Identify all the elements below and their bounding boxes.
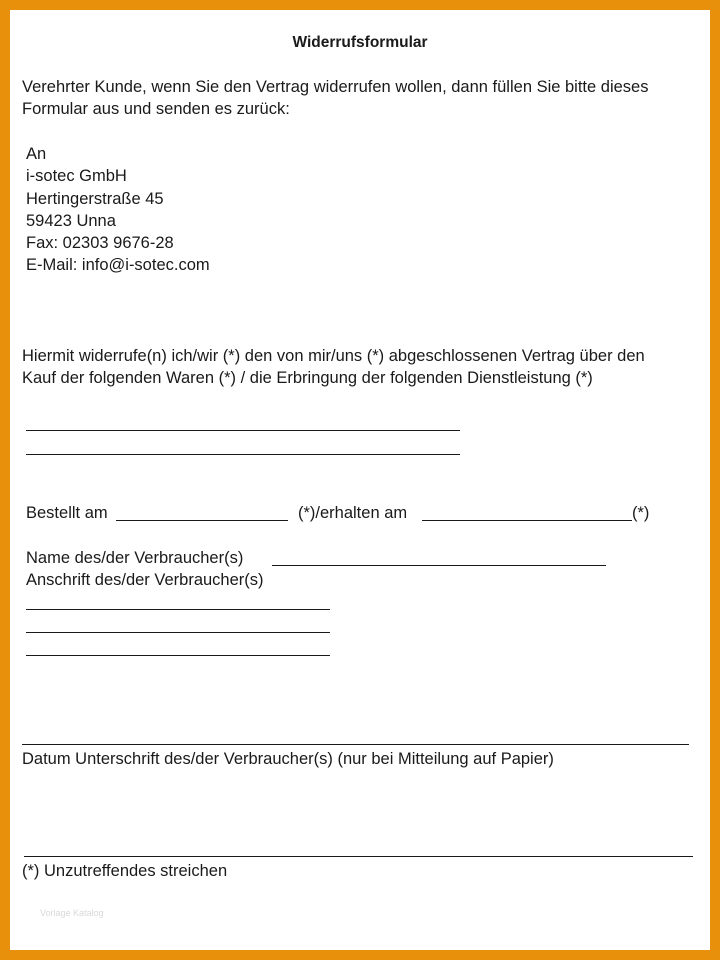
revocation-line-2: Kauf der folgenden Waren (*) / die Erbringung der folgenden Dienstleistung (*): [22, 369, 593, 387]
address-street: Hertingerstraße 45: [26, 190, 164, 208]
consumer-address-line-1[interactable]: [26, 609, 330, 610]
consumer-address-line-2[interactable]: [26, 632, 330, 633]
signature-line[interactable]: [22, 744, 689, 745]
goods-line-1[interactable]: [26, 430, 460, 431]
watermark-text: Vorlage Katalog: [40, 908, 104, 918]
intro-line-1: Verehrter Kunde, wenn Sie den Vertrag widerrufen wollen, dann füllen Sie bitte dieses: [22, 78, 649, 96]
footnote-divider: [24, 856, 693, 857]
consumer-name-label: Name des/der Verbraucher(s): [26, 549, 244, 567]
ordered-date-line[interactable]: [116, 520, 288, 521]
address-city: 59423 Unna: [26, 212, 116, 230]
consumer-address-line-3[interactable]: [26, 655, 330, 656]
address-company: i-sotec GmbH: [26, 167, 127, 185]
address-fax: Fax: 02303 9676-28: [26, 234, 174, 252]
footnote-text: (*) Unzutreffendes streichen: [22, 862, 228, 880]
ordered-label: Bestellt am: [26, 504, 108, 522]
address-to: An: [26, 145, 47, 163]
address-email: E-Mail: info@i-sotec.com: [26, 256, 210, 274]
consumer-name-line[interactable]: [272, 565, 606, 566]
received-label: (*)/erhalten am: [298, 504, 408, 522]
goods-line-2[interactable]: [26, 454, 460, 455]
received-mark: (*): [632, 504, 650, 522]
consumer-address-label: Anschrift des/der Verbraucher(s): [26, 571, 264, 589]
signature-label: Datum Unterschrift des/der Verbraucher(s) (nur bei Mitteilung auf Papier): [22, 750, 554, 768]
received-date-line[interactable]: [422, 520, 632, 521]
revocation-line-1: Hiermit widerrufe(n) ich/wir (*) den von mir/uns (*) abgeschlossenen Vertrag über den: [22, 347, 645, 365]
intro-line-2: Formular aus und senden es zurück:: [22, 100, 290, 118]
form-title: Widerrufsformular: [292, 34, 428, 51]
